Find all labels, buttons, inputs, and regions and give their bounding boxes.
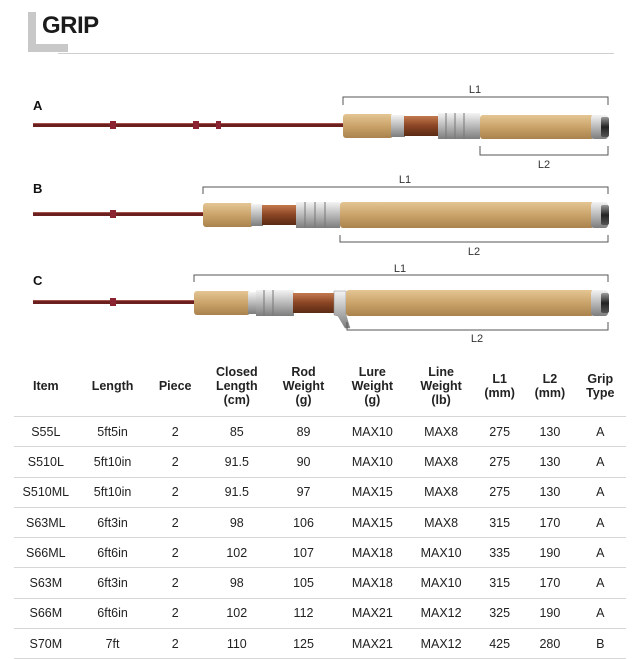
table-cell: 315 <box>474 507 525 537</box>
table-cell: 170 <box>525 507 574 537</box>
column-header-line: Piece <box>158 379 192 393</box>
rod-c-butt-cap <box>601 293 609 313</box>
table-cell: 280 <box>525 629 574 659</box>
table-cell: 275 <box>474 417 525 447</box>
column-header-line: Length <box>91 379 134 393</box>
table-cell: 97 <box>271 477 337 507</box>
table-cell: 112 <box>271 598 337 628</box>
table-cell: S510ML <box>14 477 78 507</box>
column-header-line: (g) <box>295 393 312 407</box>
table-cell: MAX10 <box>408 568 474 598</box>
table-cell: 315 <box>474 568 525 598</box>
table-cell: 6ft3in <box>78 507 148 537</box>
rod-a-hood <box>438 113 480 139</box>
column-header <box>203 356 271 417</box>
column-header <box>271 356 337 417</box>
table-cell: S63M <box>14 568 78 598</box>
table-cell: 7ft <box>78 629 148 659</box>
column-header-line: Rod <box>291 365 316 379</box>
table-cell: 6ft6in <box>78 538 148 568</box>
table-cell: 5ft5in <box>78 417 148 447</box>
column-header-line: Weight <box>282 379 325 393</box>
rod-b-l1-dimension <box>203 187 608 194</box>
rod-c-hood <box>256 290 294 316</box>
rod-c-label: C <box>33 273 43 288</box>
rod-diagrams <box>0 60 642 350</box>
rod-a-reel-seat <box>404 116 440 136</box>
column-header-line: Weight <box>351 379 394 393</box>
column-header-line: Closed <box>215 365 258 379</box>
section-heading <box>28 8 614 54</box>
rod-c-rear-grip <box>346 290 594 316</box>
table-cell: 102 <box>203 538 271 568</box>
table-cell: MAX21 <box>336 598 408 628</box>
table-cell: 5ft10in <box>78 447 148 477</box>
table-cell: MAX21 <box>336 629 408 659</box>
table-cell: A <box>575 417 626 447</box>
table-cell: MAX10 <box>408 538 474 568</box>
table-cell: MAX10 <box>336 417 408 447</box>
rod-b-butt-cap <box>601 205 609 225</box>
table-cell: B <box>575 629 626 659</box>
table-cell: 2 <box>147 507 202 537</box>
rod-c-l2-dimension <box>347 322 608 330</box>
rod-a-l1-dimension <box>343 97 608 105</box>
table-cell: 2 <box>147 477 202 507</box>
table-cell: S63ML <box>14 507 78 537</box>
column-header <box>78 356 148 417</box>
column-header-line: (mm) <box>534 386 566 400</box>
table-cell: 102 <box>203 598 271 628</box>
table-cell: A <box>575 507 626 537</box>
rod-a-butt-cap <box>601 117 609 137</box>
table-cell: MAX10 <box>336 447 408 477</box>
table-row <box>14 477 626 507</box>
rod-b <box>33 174 609 258</box>
table-cell: 6ft3in <box>78 568 148 598</box>
table-cell: 325 <box>474 598 525 628</box>
rod-b-hood <box>296 202 340 228</box>
table-cell: 85 <box>203 417 271 447</box>
column-header-line: L1 <box>492 372 507 386</box>
table-cell: S66M <box>14 598 78 628</box>
rod-c-fore-grip <box>194 291 250 315</box>
table-cell: 275 <box>474 447 525 477</box>
table-cell: 2 <box>147 447 202 477</box>
column-header-line: Grip <box>587 372 614 386</box>
rod-b-l2-label: L2 <box>467 246 481 258</box>
rod-b-rear-grip <box>340 202 594 228</box>
column-header-line: Line <box>428 365 454 379</box>
column-header-line: (g) <box>364 393 381 407</box>
table-cell: S66ML <box>14 538 78 568</box>
table-cell: MAX8 <box>408 477 474 507</box>
column-header <box>474 356 525 417</box>
table-cell: A <box>575 447 626 477</box>
table-cell: MAX8 <box>408 507 474 537</box>
column-header <box>525 356 574 417</box>
table-header-row <box>14 356 626 417</box>
table-row <box>14 507 626 537</box>
column-header-line: (lb) <box>431 393 451 407</box>
table-cell: MAX15 <box>336 477 408 507</box>
rod-a-l2-label: L2 <box>537 159 551 171</box>
rod-a-rear-grip <box>480 115 594 139</box>
table-cell: 2 <box>147 568 202 598</box>
table-row <box>14 538 626 568</box>
rod-a-label: A <box>33 98 43 113</box>
column-header <box>147 356 202 417</box>
table-cell: 190 <box>525 538 574 568</box>
table-cell: 190 <box>525 598 574 628</box>
column-header <box>575 356 626 417</box>
column-header-line: Type <box>586 386 615 400</box>
table-cell: S55L <box>14 417 78 447</box>
rod-c-l2-label: L2 <box>470 333 484 345</box>
table-cell: MAX18 <box>336 568 408 598</box>
table-cell: 125 <box>271 629 337 659</box>
table-row <box>14 447 626 477</box>
table-row <box>14 417 626 447</box>
rod-a-l1-label: L1 <box>468 84 482 96</box>
table-cell: 2 <box>147 417 202 447</box>
heading-divider <box>58 53 614 54</box>
rod-b-l2-dimension <box>340 235 608 242</box>
table-cell: 90 <box>271 447 337 477</box>
table-cell: 5ft10in <box>78 477 148 507</box>
table-cell: 110 <box>203 629 271 659</box>
table-body <box>14 417 626 659</box>
table-cell: 275 <box>474 477 525 507</box>
table-cell: 2 <box>147 538 202 568</box>
column-header-line: (mm) <box>484 386 515 400</box>
table-cell: A <box>575 598 626 628</box>
table-cell: 89 <box>271 417 337 447</box>
table-cell: 130 <box>525 417 574 447</box>
rod-a-fore-grip <box>343 114 393 138</box>
table-row <box>14 629 626 659</box>
column-header-line: L2 <box>542 372 558 386</box>
table-cell: 6ft6in <box>78 598 148 628</box>
table-cell: S510L <box>14 447 78 477</box>
column-header-line: Weight <box>420 379 462 393</box>
table-cell: 2 <box>147 598 202 628</box>
table-cell: 98 <box>203 507 271 537</box>
table-row <box>14 568 626 598</box>
column-header-line: Item <box>32 379 59 393</box>
table-cell: A <box>575 568 626 598</box>
rod-b-l1-label: L1 <box>398 174 412 186</box>
rod-c-l1-dimension <box>194 275 608 282</box>
rod-b-label: B <box>33 181 43 196</box>
table-cell: 91.5 <box>203 477 271 507</box>
table-cell: 130 <box>525 447 574 477</box>
table-cell: MAX18 <box>336 538 408 568</box>
table-cell: 98 <box>203 568 271 598</box>
table-cell: A <box>575 477 626 507</box>
table-cell: 91.5 <box>203 447 271 477</box>
table-cell: 335 <box>474 538 525 568</box>
table-cell: 2 <box>147 629 202 659</box>
table-cell: S70M <box>14 629 78 659</box>
rod-a-l2-dimension <box>480 146 608 155</box>
section-title: GRIP <box>42 12 99 39</box>
table-cell: 107 <box>271 538 337 568</box>
column-header <box>14 356 78 417</box>
rod-b-reel-seat <box>262 205 298 225</box>
table-cell: MAX8 <box>408 447 474 477</box>
table-cell: MAX15 <box>336 507 408 537</box>
column-header <box>408 356 474 417</box>
rod-a <box>33 84 609 171</box>
table-cell: MAX12 <box>408 598 474 628</box>
column-header-line: Lure <box>358 365 386 379</box>
spec-table <box>14 356 626 659</box>
column-header-line: (cm) <box>223 393 250 407</box>
table-cell: 105 <box>271 568 337 598</box>
table-cell: 130 <box>525 477 574 507</box>
column-header-line: Length <box>215 379 258 393</box>
table-row <box>14 598 626 628</box>
table-cell: 170 <box>525 568 574 598</box>
rod-c-l1-label: L1 <box>393 263 407 275</box>
table-cell: MAX8 <box>408 417 474 447</box>
table-cell: 425 <box>474 629 525 659</box>
rod-c-reel-seat <box>293 293 335 313</box>
table-cell: 106 <box>271 507 337 537</box>
rod-c <box>33 263 609 345</box>
column-header <box>336 356 408 417</box>
table-cell: MAX12 <box>408 629 474 659</box>
table-cell: A <box>575 538 626 568</box>
rod-b-fore-grip <box>203 203 253 227</box>
